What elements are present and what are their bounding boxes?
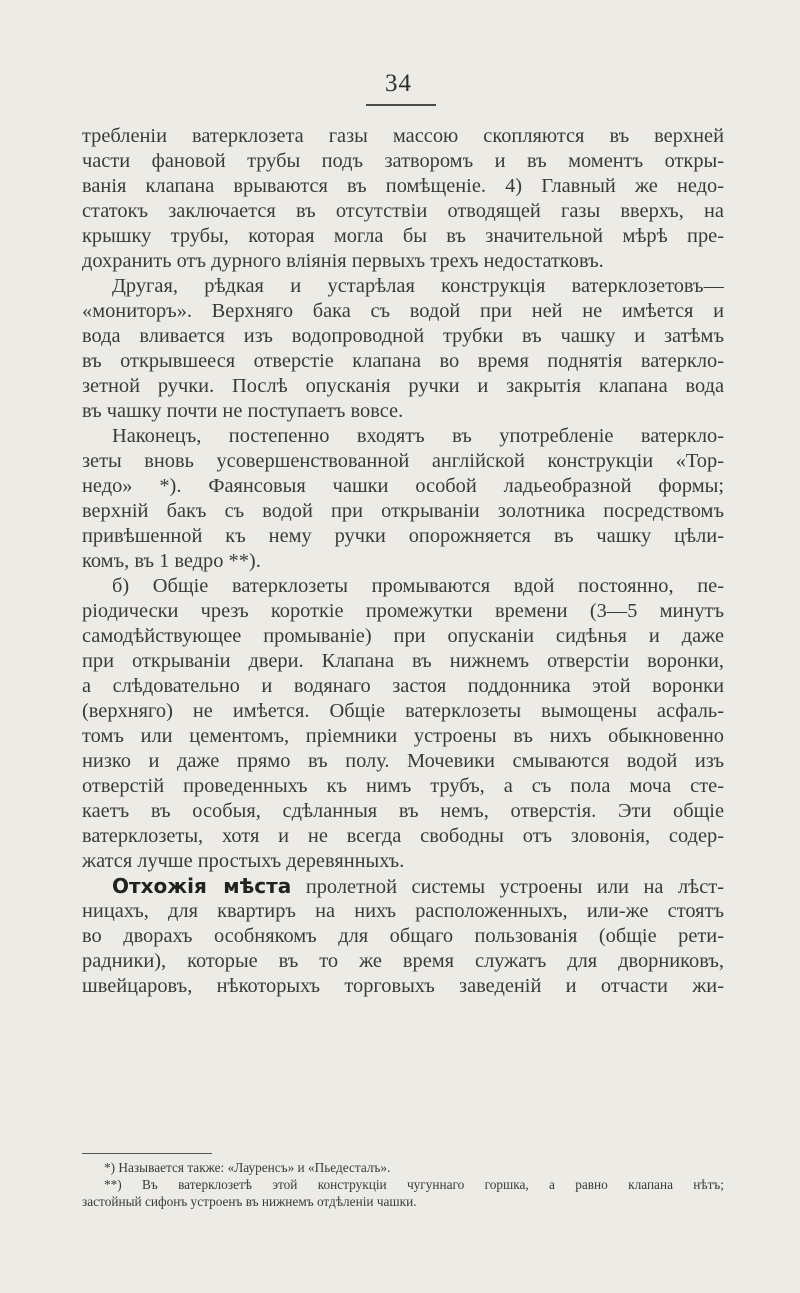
text-line: во дворахъ особнякомъ для общаго пользованія (общіе рети- [82, 925, 724, 947]
text-line: ванія клапана врываются въ помѣщеніе. 4) Главный же недо- [82, 175, 724, 197]
footnotes [82, 1159, 724, 1210]
text-line: верхній бакъ съ водой при открываніи золотника посредствомъ [82, 500, 724, 522]
text-line: жатся лучше простыхъ деревянныхъ. [82, 850, 405, 872]
text-line: крышку трубы, которая могла бы въ значительной мѣрѣ пре- [82, 225, 724, 247]
text-line: ницахъ, для квартиръ на нихъ расположенныхъ, или-же стоятъ [82, 900, 724, 922]
text-line: самодѣйствующее промываніе) при опусканіи сидѣнья и даже [82, 625, 724, 647]
text-line: требленіи ватерклозета газы массою скопляются въ верхней [82, 125, 724, 147]
text-line: (верхняго) не имѣется. Общіе ватерклозеты вымощены асфаль- [82, 700, 724, 722]
text-line: дохранить отъ дурного вліянія первыхъ трехъ недостатковъ. [82, 250, 604, 272]
text-line: недо» *). Фаянсовыя чашки особой ладьеобразной формы; [82, 475, 724, 497]
text-line: части фановой трубы подъ затворомъ и въ моментъ откры- [82, 150, 724, 172]
text-line: швейцаровъ, нѣкоторыхъ торговыхъ заведеній и отчасти жи- [82, 975, 724, 997]
heading-tail: пролетной системы устроены или на лѣст- [291, 876, 724, 898]
text-line: «мониторъ». Верхняго бака съ водой при ней не имѣется и [82, 300, 724, 322]
text-line: б) Общіе ватерклозеты промываются вдой постоянно, пе- [112, 575, 724, 597]
text-line: при открываніи двери. Клапана въ нижнемъ отверстіи воронки, [82, 650, 724, 672]
text-line: каетъ въ особыя, сдѣланныя въ немъ, отверстія. Эти общіе [82, 800, 724, 822]
text-line: Наконецъ, постепенно входятъ въ употребленіе ватерклo- [112, 425, 724, 447]
text-line: радники), которые въ то же время служатъ для дворниковъ, [82, 950, 724, 972]
footnote: **) Въ ватерклозетѣ этой конструкціи чугуннаго горшка, а равно клапана нѣтъ; [104, 1177, 724, 1192]
page-number: 34 [385, 70, 412, 97]
text-line: ріодически чрезъ короткіе промежутки времени (3—5 минутъ [82, 600, 724, 622]
text-line: ватерклозеты, хотя и не всегда свободны отъ зловонія, содер- [82, 825, 724, 847]
text-line: статокъ заключается въ отсутствіи отводящей газы вверхъ, на [82, 200, 724, 222]
text-line: въ открывшееся отверстіе клапана во время поднятія ватеркло- [82, 350, 724, 372]
text-line: зетной ручки. Послѣ опусканія ручки и закрытія клапана вода [82, 375, 724, 397]
text-line: вода вливается изъ водопроводной трубки въ чашку и затѣмъ [82, 325, 724, 347]
text-line: отверстій проведенныхъ къ нимъ трубъ, а съ пола моча сте- [82, 775, 724, 797]
text-line: зеты вновь усовершенствованной англійской конструкціи «Тор- [82, 450, 724, 472]
footnote: застойный сифонъ устроенъ въ нижнемъ отдѣленіи чашки. [82, 1194, 417, 1209]
text-line: въ чашку почти не поступаетъ вовсе. [82, 400, 404, 422]
text-line: низко и даже прямо въ полу. Мочевики смываются водой изъ [82, 750, 724, 772]
body-text [82, 124, 724, 999]
text-line: томъ или цементомъ, пріемники устроены въ нихъ обыкновенно [82, 725, 724, 747]
text-line: а слѣдовательно и водянаго застоя поддонника этой воронки [82, 675, 724, 697]
text-line: Другая, рѣдкая и устарѣлая конструкція ватерклозетовъ— [112, 275, 724, 297]
heading-line [82, 874, 724, 899]
page-number-rule [366, 104, 436, 106]
section-heading: Отхожія мѣста [112, 874, 292, 898]
text-line: комъ, въ 1 ведро **). [82, 550, 261, 572]
text-line: привѣшенной къ нему ручки опорожняется въ чашку цѣли- [82, 525, 724, 547]
footnote-separator [82, 1153, 212, 1154]
footnote: *) Называется также: «Лауренсъ» и «Пьедесталъ». [104, 1160, 391, 1175]
